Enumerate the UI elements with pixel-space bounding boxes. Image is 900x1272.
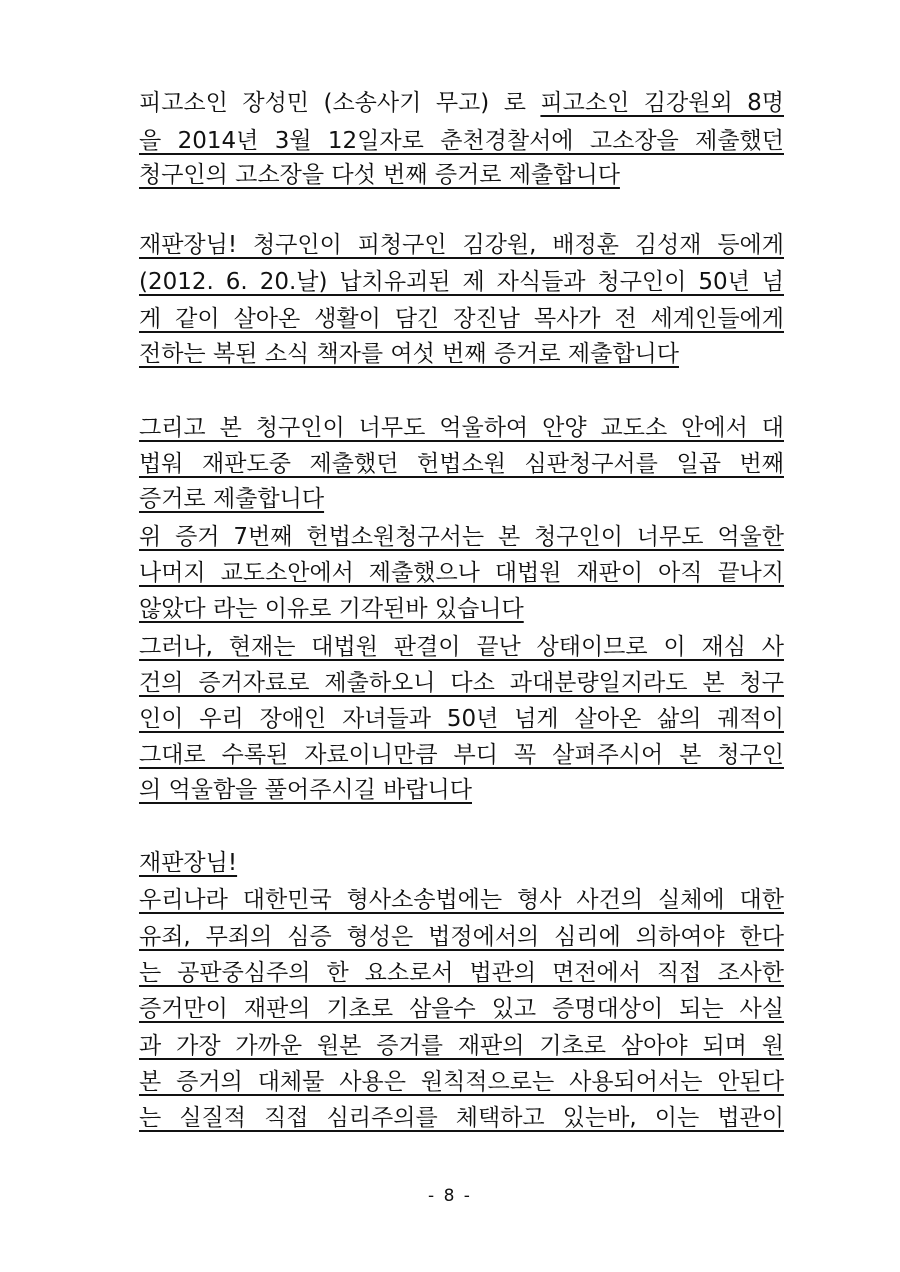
paragraph-4-line-5: 과 가장 가까운 원본 증거를 재판의 기초로 삼아야 되며 원 [139,1033,784,1059]
text-plain: 피고소인 장성민 (소송사기 무고) 로 [139,90,541,116]
paragraph-3-line-2: 법워 재판도중 제출했던 헌법소원 심판청구서를 일곱 번째 [139,451,784,477]
paragraph-4-heading: 재판장님! [139,850,238,876]
paragraph-2-line-3: 게 같이 살아온 생활이 담긴 장진남 목사가 전 세계인들에게 [139,306,784,332]
paragraph-3-line-8: 건의 증거자료로 제출하오니 다소 과대분량일지라도 본 청구 [139,670,784,696]
paragraph-2-line-4: 전하는 복된 소식 책자를 여섯 번째 증거로 제출합니다 [139,341,679,367]
paragraph-3-line-11: 의 억울함을 풀어주시길 바랍니다 [139,777,472,803]
paragraph-4-line-3: 는 공판중심주의 한 요소로서 법관의 면전에서 직접 조사한 [139,960,784,986]
paragraph-2-line-2: (2012. 6. 20.날) 납치유괴된 제 자식들과 청구인이 50년 넘 [139,269,784,295]
paragraph-3-line-6: 않았다 라는 이유로 기각된바 있습니다 [139,596,524,622]
text-underlined: 피고소인 김강원외 8명 [540,90,784,116]
paragraph-3-line-7: 그러나, 현재는 대법원 판결이 끝난 상태이므로 이 재심 사 [139,634,784,660]
page-number: - 8 - [428,1186,472,1206]
paragraph-3-line-9: 인이 우리 장애인 자녀들과 50년 넘게 살아온 삶의 궤적이 [139,706,784,732]
paragraph-1-line-3: 청구인의 고소장을 다섯 번째 증거로 제출합니다 [139,162,620,188]
paragraph-1-line-2: 을 2014년 3월 12일자로 춘천경찰서에 고소장을 제출했던 [139,128,784,154]
paragraph-4-line-7: 는 실질적 직접 심리주의를 체택하고 있는바, 이는 법관이 [139,1105,784,1131]
paragraph-3-line-1: 그리고 본 청구인이 너무도 억울하여 안양 교도소 안에서 대 [139,415,784,441]
paragraph-3-line-4: 위 증거 7번째 헌법소원청구서는 본 청구인이 너무도 억울한 [139,524,784,550]
paragraph-4-line-1: 우리나라 대한민국 형사소송법에는 형사 사건의 실체에 대한 [139,887,784,913]
paragraph-4-line-4: 증거만이 재판의 기초로 삼을수 있고 증명대상이 되는 사실 [139,996,784,1022]
paragraph-3-line-3: 증거로 제출합니다 [139,486,325,512]
paragraph-4-line-2: 유죄, 무죄의 심증 형성은 법정에서의 심리에 의하여야 한다 [139,924,784,950]
paragraph-4-line-6: 본 증거의 대체물 사용은 원칙적으로는 사용되어서는 안된다 [139,1069,784,1095]
paragraph-3-line-5: 나머지 교도소안에서 제출했으나 대법원 재판이 아직 끝나지 [139,560,784,586]
paragraph-3-line-10: 그대로 수록된 자료이니만큼 부디 꼭 살펴주시어 본 청구인 [139,742,784,768]
paragraph-2-line-1: 재판장님! 청구인이 피청구인 김강원, 배정훈 김성재 등에게 [139,232,784,258]
paragraph-1-line-1 [139,86,784,120]
